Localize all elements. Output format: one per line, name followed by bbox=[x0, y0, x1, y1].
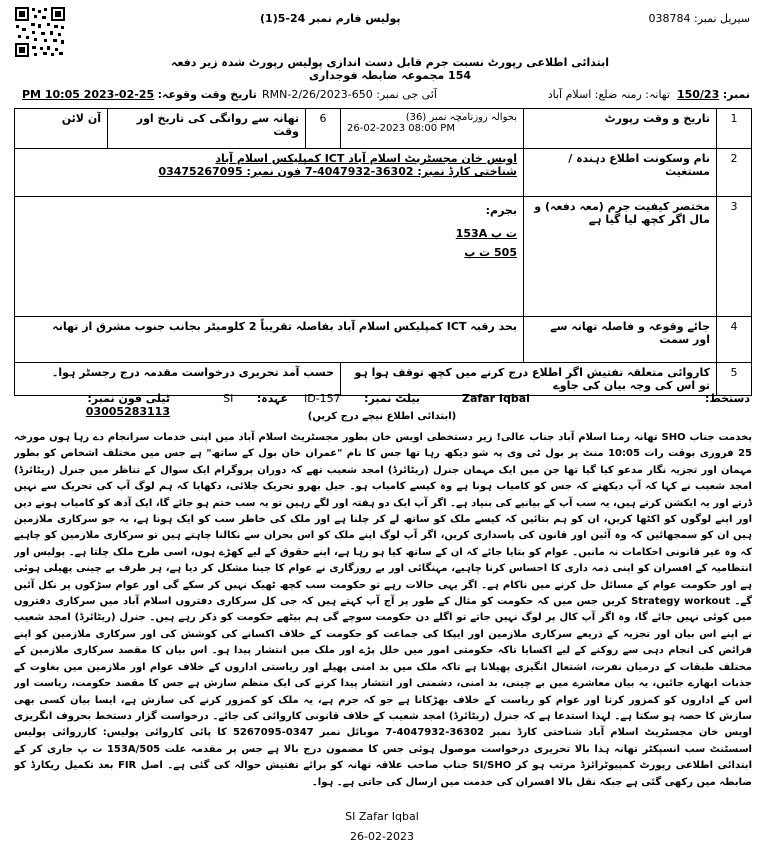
belt-number: 157-ID bbox=[303, 392, 341, 405]
departure-label: تھانہ سے روانگی کی تاریخ اور وقت bbox=[108, 109, 306, 149]
complainant-id-phone: شناختی کارڈ نمبر: 36302-4047932-7 فون نمبر: 03475267095 bbox=[158, 165, 517, 178]
footer-officer-name: SI Zafar Iqbal bbox=[345, 810, 419, 823]
location-label: جائے وقوعہ و فاصلہ تھانہ سے اور سمت bbox=[524, 317, 717, 363]
serial-label: سیریل نمبر: bbox=[693, 12, 750, 25]
signature-block bbox=[705, 392, 750, 405]
location-value: بحد رقبہ ICT کمپلیکس اسلام آباد بفاصلہ تقریباً 2 کلومیٹر بجانب جنوب مشرق از تھانہ bbox=[15, 317, 524, 363]
phone-number: 03005283113 bbox=[85, 405, 170, 418]
ig-number: آئی جی نمبر: RMN-2/26/2023-650 bbox=[262, 88, 437, 101]
section-heading: (ابتدائی اطلاع نیچے درج کریں) bbox=[307, 411, 457, 422]
complainant-name: اویس خان مجسٹریٹ اسلام آباد ICT کمپلیکس اسلام آباد bbox=[215, 152, 517, 165]
occurrence-date: 25-02-2023 10:05 PM bbox=[22, 88, 155, 101]
section-505: 505 ت پ bbox=[464, 246, 517, 259]
fir-body-text: بخدمت جناب SHO تھانہ رمنا اسلام آباد جناب عالی! زیر دستخطی اویس خان بطور مجسٹریٹ اسلام آباد میں اپنی خدمات سرانجام دے رہا ہوں مورخہ 25 فروری بوقت رات 10:05 منٹ پر بول ٹی وی پہ شو دیکھ رہا تھا جس کا نام "عمران خان بول کے ساتھ" ہے جس میں مختلف اشخاص کو بطور مہمان اور تجزیہ نگار مدعو کیا گیا تھا جن میں ایک مہمان جنرل (ریٹائرڈ) امجد شعیب تھے کہ دوران پروگرام ایک سوال کے تناظر میں جنرل (ریٹائرڈ) امجد شعیب نے کہا کہ آپ دیکھتے کہ جس کو کامیاب ہونا ہے وہ کیسے کامیاب ہو۔ جیل بھرو تحریک چلائی، دکھایا کہ ہم لوگ آپ کی تحریک سے نہیں ڈرتے اور یہ ایکشن کرتے ہیں، یہ سب آپ کے بیانیے کی بنیاد ہے۔ اگر آپ ایک دو ہفتہ اور لگے رہیں تو یہ سب ختم ہو جائے گا، ایک آدھ کو کامیاب ہونے دیں اور اپنے لوگوں کو اکٹھا کریں، ان کو ہم بتائیں کہ کیسے ملک کو ساتھ لے کر چلنا ہے اور ملک کی خاطر سب کو ایک ہونا ہے، یہ جو سرکاری ملازمین ہیں ان کو سمجھائیں کہ وہ آئین اور قانون کی پاسداری کریں، اگر آپ لوگ اپنے ملک کو اس بحران سے نکالنا چاہتے ہیں تو سرکاری ملازمین کو چاہیے کہ وہ غیر قانونی احکامات نہ مانیں۔ عوام کو بتایا جائے کہ ان کے ساتھ کیا ہو رہا ہے، اپنے حقوق کے لیے کھڑے ہوں، اسی طرح ملک چلتا ہے۔ پولیس اور انتظامیہ کے افسران کو اپنی ذمہ داری کا احساس کرنا چاہیے، مہنگائی اور بے روزگاری نے عوام کا جینا مشکل کر دیا ہے، ہر طرف بے چینی پھیلی ہوئی ہے اور حکومت عوام کے مسائل حل کرنے میں ناکام ہے۔ اگر یہی حالات رہے تو حکومت سب کچھ ٹھیک نہیں کر سکے گی اور عوام سڑکوں پر نکل آئیں گے۔ Strategy workout کریں جس میں کہ حکومت کو مثال کے طور پر آج آپ کہتے ہیں کہ جی کل سرکاری دفتروں اسلام آباد میں سرکاری دفتروں میں کوئی نہیں جائے گا، وہ اگر آپ کال پر لوگ نہیں جاتے تو اگلے دن حکومت سوچے گی ہم بیٹھے حکومت کو ذکر رہے ہیں۔ جنرل (ریٹائرڈ) امجد شعیب نے اپنے اس بیان اور تجزیہ کے ذریعے سرکاری ملازمین اور ایپکا کی جماعت کو حکومت کے خلاف اکسانے کی کوشش کی اور سرکاری ملازمین کو اپنے فرائض کی انجام دہی سے روکنے کے لیے اکسایا تاکہ حکومتی امور میں خلل پڑے اور ملک میں انتشار پیدا ہو۔ اس بیان کا مقصد سرکاری ملازمین کے مختلف طبقات کے درمیان نفرت، اشتعال انگیزی پھیلانا ہے تاکہ ملک میں بد امنی پھیلے اور ریاستی اداروں کے خلاف عوام اور ملازمین میں بغاوت کے جذبات ابھارے جائیں، یہ بیان معاشرے میں بے چینی، بد امنی، دشمنی اور انتشار پیدا کرنے کی ایک منظم سازش ہے جس کا مقصد حکومت، ریاست اور اس کے اداروں کو کمزور کرنا اور عوام کو ریاست کے خلاف بھڑکانا ہے جو کہ جرم ہے، یہ ملک کو کمزور کرنے کی سازش ہے، ایسا بیان کسی بھی سازش کا حصہ ہو سکتا ہے۔ لہذا استدعا ہے کہ جنرل (ریٹائرڈ) امجد شعیب کے خلاف قانونی کاروائی کی جائے۔ درخواست گزار دستخط بحروف انگریزی اویس خان مجسٹریٹ اسلام آباد شناختی کارڈ نمبر 36302-4047932-7 موبائل نمبر 0347-5267095 کا پائی کاروائی پولیس: کارروائی پولیس اسسٹنٹ سب انسپکٹر تھانہ ہذا بالا تحریری درخواست موصول ہوئی جس کا مضمون درج بالا ہے جس پر مقدمہ علت 153A/505 ت پ جاری کر کے ابتدائی اطلاعی رپورٹ کمپیوٹرائزڈ مرتب ہو کر SI/SHO جناب صاحب علاقہ تھانہ کو برائے تفتیش حوالہ کی گئی ہے۔ اصل FIR بعد تکمیل ریکارڈ کو ضابطہ میں رکھی گئی ہے جبکہ نقل بالا افسران کی خدمت میں ارسال کی جاتی ہے۔ ہوا۔ bbox=[14, 432, 752, 788]
complainant-label: نام وسکونت اطلاع دہندہ / مستغیث bbox=[524, 149, 717, 197]
section-153a: ت پ 153A bbox=[455, 227, 517, 240]
fir-table bbox=[14, 108, 752, 396]
report-date-cell bbox=[341, 109, 524, 149]
row-number: 3 bbox=[717, 197, 752, 317]
departure-value: آن لائن bbox=[15, 109, 108, 149]
belt-block bbox=[300, 392, 420, 405]
table-row bbox=[15, 197, 752, 317]
row-number: 1 bbox=[717, 109, 752, 149]
phone-label: ٹیلی فون نمبر: bbox=[87, 392, 170, 405]
fir-number-label: نمبر: bbox=[722, 88, 750, 101]
table-row bbox=[15, 149, 752, 197]
row-number: 2 bbox=[717, 149, 752, 197]
table-row bbox=[15, 317, 752, 363]
delay-label: کاروائی متعلقہ تفتیش اگر اطلاع درج کرنے میں کچھ توقف ہوا ہو تو اس کی وجہ بیان کی جاوے bbox=[341, 363, 717, 396]
rank-block bbox=[188, 392, 288, 405]
page-title: ابتدائی اطلاعی رپورٹ نسبت جرم قابل دست اندازی پولیس رپورٹ شدہ زیر دفعہ 154 مجموعہ ضابطہ فوجداری bbox=[170, 56, 610, 82]
row-number: 4 bbox=[717, 317, 752, 363]
rank-label: عہدہ: bbox=[256, 392, 288, 405]
complainant-cell bbox=[15, 149, 524, 197]
delay-value: حسب آمد تحریری درخواست مقدمہ درج رجسٹر ہوا۔ bbox=[15, 363, 341, 396]
occurrence-date-block bbox=[22, 88, 257, 101]
row-number: 6 bbox=[306, 109, 341, 149]
signature-name: Zafar Iqbal bbox=[462, 392, 530, 405]
table-row bbox=[15, 363, 752, 396]
rank-value: SI bbox=[223, 392, 234, 405]
form-number: پولیس فارم نمبر 24-5(1) bbox=[260, 12, 401, 25]
footer-date: 26-02-2023 bbox=[350, 830, 414, 843]
offence-cell bbox=[15, 197, 524, 317]
signature-label: دستخط: bbox=[704, 392, 750, 405]
report-date: 26-02-2023 08:00 PM bbox=[347, 123, 455, 134]
serial-number bbox=[648, 12, 750, 25]
occurrence-date-label: تاریخ وقت وقوعہ: bbox=[157, 88, 257, 101]
serial-value: 038784 bbox=[648, 12, 691, 25]
police-station: تھانہ: رمنہ ضلع: اسلام آباد bbox=[547, 88, 670, 101]
belt-label: بیلٹ نمبر: bbox=[364, 392, 420, 405]
qr-code bbox=[14, 6, 66, 58]
report-date-label: تاریخ و وقت رپورٹ bbox=[524, 109, 717, 149]
crime-label: بجرم: bbox=[485, 204, 517, 217]
diary-reference: بحوالہ روزنامچہ نمبر (36) bbox=[405, 112, 517, 123]
offence-label: مختصر کیفیت جرم (معہ دفعہ) و مال اگر کچھ لیا گیا ہے bbox=[524, 197, 717, 317]
row-number: 5 bbox=[717, 363, 752, 396]
fir-number-block bbox=[548, 88, 750, 101]
table-row bbox=[15, 109, 752, 149]
fir-number: 150/23 bbox=[676, 88, 720, 101]
